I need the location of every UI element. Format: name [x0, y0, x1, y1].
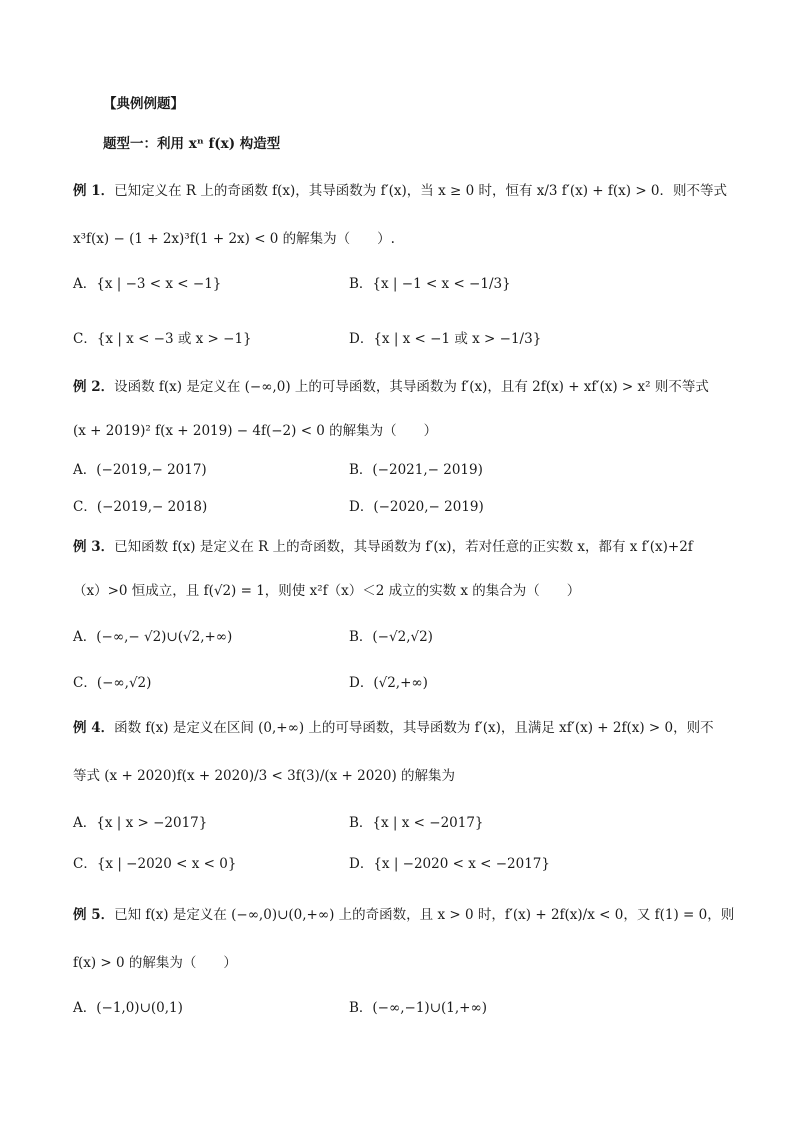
example-2-stem-2: (x + 2019)² f(x + 2019) − 4f(−2) < 0 的解集为（ ）: [73, 423, 438, 439]
example-5-line-1: [73, 905, 734, 925]
example-3-stem-1: 已知函数 f(x) 是定义在 R 上的奇函数，其导函数为 f′(x)，若对任意的正实数 x，都有 x f′(x)+2f: [114, 539, 693, 555]
header-title: 【典例例题】: [103, 96, 184, 112]
example-4-line-1: [73, 718, 714, 738]
example-5-option-b: B．(−∞,−1)∪(1,+∞): [349, 1000, 487, 1016]
example-3-line-1: [73, 537, 693, 557]
example-2-option-a: A．(−2019,− 2017): [73, 462, 207, 478]
example-5-option-a: A．(−1,0)∪(0,1): [73, 1000, 183, 1016]
example-4-stem-2: 等式 (x + 2020)f(x + 2020)/3 < 3f(3)/(x + 2020) 的解集为: [73, 768, 456, 784]
example-1-option-b: B．{x | −1 < x < −1/3}: [349, 276, 511, 292]
example-1-stem-2: x³f(x) − (1 + 2x)³f(1 + 2x) < 0 的解集为（ ）.: [73, 231, 395, 247]
example-3-option-d: D．(√2,+∞): [349, 675, 428, 691]
example-2-label: 例 2．: [73, 379, 115, 395]
example-3-option-c: C．(−∞,√2): [73, 675, 152, 691]
example-2-option-b: B．(−2021,− 2019): [349, 462, 483, 478]
example-1-option-a: A．{x | −3 < x < −1}: [73, 276, 222, 292]
example-4-stem-1: 函数 f(x) 是定义在区间 (0,+∞) 上的可导函数，其导函数为 f′(x)，且满足 xf′(x) + 2f(x) > 0，则不: [114, 720, 714, 736]
example-1-stem-1: 已知定义在 R 上的奇函数 f(x)，其导函数为 f′(x)，当 x ≥ 0 时，恒有 x/3 f′(x) + f(x) > 0．则不等式: [114, 183, 728, 199]
example-5-stem-1: 已知 f(x) 是定义在 (−∞,0)∪(0,+∞) 上的奇函数，且 x > 0 时，f′(x) + 2f(x)/x < 0，又 f(1) = 0，则: [114, 907, 735, 923]
example-4-option-b: B．{x | x < −2017}: [349, 815, 484, 831]
example-4-option-a: A．{x | x > −2017}: [73, 815, 208, 831]
example-3-option-b: B．(−√2,√2): [349, 629, 433, 645]
example-3-label: 例 3．: [73, 539, 115, 555]
example-2-option-d: D．(−2020,− 2019): [349, 499, 484, 515]
example-4-option-d: D．{x | −2020 < x < −2017}: [349, 856, 550, 872]
example-2-line-1: [73, 377, 709, 397]
section-title: 题型一：利用 xⁿ f(x) 构造型: [103, 136, 281, 152]
example-4-label: 例 4．: [73, 720, 115, 736]
example-1-option-d: D．{x | x < −1 或 x > −1/3}: [349, 331, 542, 347]
example-4-option-c: C．{x | −2020 < x < 0}: [73, 856, 237, 872]
example-5-stem-2: f(x) > 0 的解集为（ ）: [73, 955, 237, 971]
example-3-option-a: A．(−∞,− √2)∪(√2,+∞): [73, 629, 233, 645]
example-1-label: 例 1．: [73, 183, 115, 199]
example-1-option-c: C．{x | x < −3 或 x > −1}: [73, 331, 252, 347]
example-5-label: 例 5．: [73, 907, 115, 923]
example-2-option-c: C．(−2019,− 2018): [73, 499, 208, 515]
example-3-stem-2: （x）>0 恒成立，且 f(√2) = 1，则使 x²f（x）＜2 成立的实数 x 的集合为（ ）: [73, 583, 581, 599]
example-2-stem-1: 设函数 f(x) 是定义在 (−∞,0) 上的可导函数，其导函数为 f′(x)，且有 2f(x) + xf′(x) > x² 则不等式: [114, 379, 709, 395]
example-1-line-1: [73, 181, 727, 201]
